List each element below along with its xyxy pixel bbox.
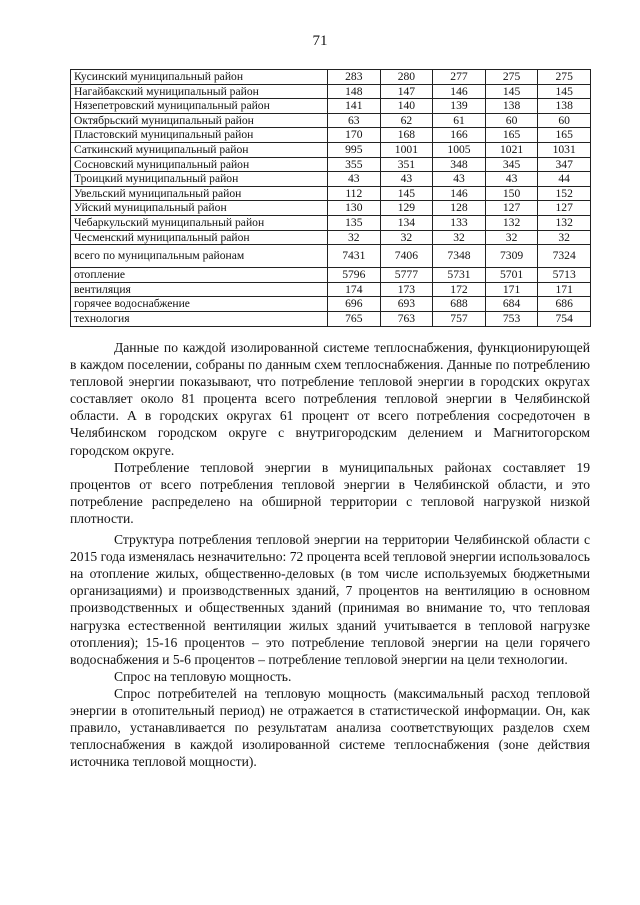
row-label: горячее водоснабжение	[71, 297, 328, 312]
row-value: 32	[328, 230, 381, 245]
row-value: 135	[328, 215, 381, 230]
row-value: 43	[380, 172, 433, 187]
row-value: 171	[538, 282, 591, 297]
row-label: технология	[71, 311, 328, 326]
row-label: Сосновский муниципальный район	[71, 157, 328, 172]
row-value: 688	[433, 297, 486, 312]
row-value: 7309	[485, 245, 538, 268]
row-label: вентиляция	[71, 282, 328, 297]
row-value: 280	[380, 70, 433, 85]
row-label: Октябрьский муниципальный район	[71, 113, 328, 128]
row-value: 1031	[538, 142, 591, 157]
row-label: Нагайбакский муниципальный район	[71, 84, 328, 99]
row-value: 7406	[380, 245, 433, 268]
row-value: 128	[433, 201, 486, 216]
row-value: 145	[485, 84, 538, 99]
row-label: отопление	[71, 268, 328, 283]
row-value: 5777	[380, 268, 433, 283]
paragraph-demand-description: Спрос потребителей на тепловую мощность (максимальный расход тепловой энергии в отопительный период) не отражается в статистической информации. Он, как правило, устанавливается по результатам анализа соответствующих разделов схем теплоснабжения в каждой изолированной системе теплоснабжения (зоне действия источника тепловой мощности).	[70, 685, 590, 770]
table-body	[71, 70, 591, 327]
paragraph-municipal-districts: Потребление тепловой энергии в муниципальных районах составляет 19 процентов от всего потребления тепловой энергии в Челябинской области, и это потребление распределено на обширной территории с тепловой нагрузкой низкой плотности.	[70, 459, 590, 526]
row-value: 63	[328, 113, 381, 128]
row-label: Кусинский муниципальный район	[71, 70, 328, 85]
row-value: 1021	[485, 142, 538, 157]
row-value: 145	[380, 186, 433, 201]
table-row	[71, 70, 591, 85]
row-value: 147	[380, 84, 433, 99]
row-value: 43	[433, 172, 486, 187]
row-value: 995	[328, 142, 381, 157]
row-value: 112	[328, 186, 381, 201]
row-value: 170	[328, 128, 381, 143]
table-row	[71, 201, 591, 216]
row-value: 130	[328, 201, 381, 216]
row-value: 174	[328, 282, 381, 297]
row-label: Пластовский муниципальный район	[71, 128, 328, 143]
row-value: 141	[328, 99, 381, 114]
row-value: 140	[380, 99, 433, 114]
row-value: 32	[538, 230, 591, 245]
row-value: 166	[433, 128, 486, 143]
row-value: 60	[538, 113, 591, 128]
table-row	[71, 99, 591, 114]
row-value: 132	[538, 215, 591, 230]
row-value: 696	[328, 297, 381, 312]
row-value: 150	[485, 186, 538, 201]
row-label: Саткинский муниципальный район	[71, 142, 328, 157]
page-number: 71	[312, 33, 328, 49]
row-value: 5713	[538, 268, 591, 283]
row-value: 32	[380, 230, 433, 245]
row-value: 146	[433, 84, 486, 99]
row-value: 686	[538, 297, 591, 312]
row-label: Уйский муниципальный район	[71, 201, 328, 216]
row-value: 693	[380, 297, 433, 312]
table-row	[71, 311, 591, 326]
row-value: 347	[538, 157, 591, 172]
row-value: 1005	[433, 142, 486, 157]
row-value: 129	[380, 201, 433, 216]
row-value: 275	[538, 70, 591, 85]
row-value: 355	[328, 157, 381, 172]
row-value: 127	[538, 201, 591, 216]
paragraph-consumption-structure: Структура потребления тепловой энергии на территории Челябинской области с 2015 года изменялась незначительно: 72 процента всей тепловой энергии использовалось на отопление жилых, общественно-деловых (в том числе используемых бюджетными организациями) и производственных зданий, 7 процентов на вентиляцию в основном производственных и общественных зданий (принимая во внимание то, что тепловая нагрузка естественной вентиляции жилых зданий учитывается в тепловой нагрузке отопления); 15-16 процентов – это потребление тепловой энергии на цели горячего водоснабжения и 5-6 процентов – потребление тепловой энергии на цели технологии.	[70, 532, 590, 667]
row-value: 132	[485, 215, 538, 230]
row-value: 62	[380, 113, 433, 128]
table-row	[71, 128, 591, 143]
row-label: Увельский муниципальный район	[71, 186, 328, 201]
row-label: Чесменский муниципальный район	[71, 230, 328, 245]
table-row	[71, 142, 591, 157]
row-value: 757	[433, 311, 486, 326]
paragraph-heading-demand: Спрос на тепловую мощность.	[114, 668, 292, 684]
row-value: 348	[433, 157, 486, 172]
row-value: 753	[485, 311, 538, 326]
row-value: 351	[380, 157, 433, 172]
row-value: 765	[328, 311, 381, 326]
row-value: 165	[538, 128, 591, 143]
table-row	[71, 268, 591, 283]
row-label: Троицкий муниципальный район	[71, 172, 328, 187]
row-value: 138	[485, 99, 538, 114]
table-row	[71, 282, 591, 297]
table-row	[71, 84, 591, 99]
heat-consumption-table	[70, 69, 591, 327]
row-value: 127	[485, 201, 538, 216]
row-value: 277	[433, 70, 486, 85]
table-row	[71, 297, 591, 312]
row-value: 61	[433, 113, 486, 128]
row-value: 754	[538, 311, 591, 326]
row-value: 133	[433, 215, 486, 230]
row-value: 145	[538, 84, 591, 99]
table-row	[71, 113, 591, 128]
row-label: всего по муниципальным районам	[71, 245, 328, 268]
row-value: 32	[485, 230, 538, 245]
row-value: 168	[380, 128, 433, 143]
row-value: 684	[485, 297, 538, 312]
row-value: 5796	[328, 268, 381, 283]
row-value: 7431	[328, 245, 381, 268]
row-value: 5701	[485, 268, 538, 283]
row-value: 171	[485, 282, 538, 297]
table-row	[71, 230, 591, 245]
table-row	[71, 245, 591, 268]
row-value: 139	[433, 99, 486, 114]
row-value: 7348	[433, 245, 486, 268]
row-value: 165	[485, 128, 538, 143]
paragraph-data-sources: Данные по каждой изолированной системе теплоснабжения, функционирующей в каждом поселении, собраны по данным схем теплоснабжения. Данные по потреблению тепловой энергии показывают, что потребление тепловой энергии в городских округах составляет около 81 процента всего потребления тепловой энергии в Челябинской области. А в городских округах 61 процент от всего потребления сосредоточен в Челябинском городском округе с внутригородским делением и Магнитогорском городском округе.	[70, 340, 590, 458]
row-value: 43	[328, 172, 381, 187]
row-value: 173	[380, 282, 433, 297]
table-row	[71, 215, 591, 230]
row-value: 1001	[380, 142, 433, 157]
table-row	[71, 186, 591, 201]
row-value: 148	[328, 84, 381, 99]
row-value: 275	[485, 70, 538, 85]
row-label: Чебаркульский муниципальный район	[71, 215, 328, 230]
row-value: 134	[380, 215, 433, 230]
row-label: Нязепетровский муниципальный район	[71, 99, 328, 114]
row-value: 146	[433, 186, 486, 201]
row-value: 152	[538, 186, 591, 201]
table-row	[71, 157, 591, 172]
row-value: 32	[433, 230, 486, 245]
row-value: 138	[538, 99, 591, 114]
row-value: 5731	[433, 268, 486, 283]
table-row	[71, 172, 591, 187]
row-value: 172	[433, 282, 486, 297]
row-value: 44	[538, 172, 591, 187]
row-value: 763	[380, 311, 433, 326]
row-value: 60	[485, 113, 538, 128]
body-text	[70, 339, 590, 770]
row-value: 283	[328, 70, 381, 85]
row-value: 43	[485, 172, 538, 187]
row-value: 345	[485, 157, 538, 172]
row-value: 7324	[538, 245, 591, 268]
